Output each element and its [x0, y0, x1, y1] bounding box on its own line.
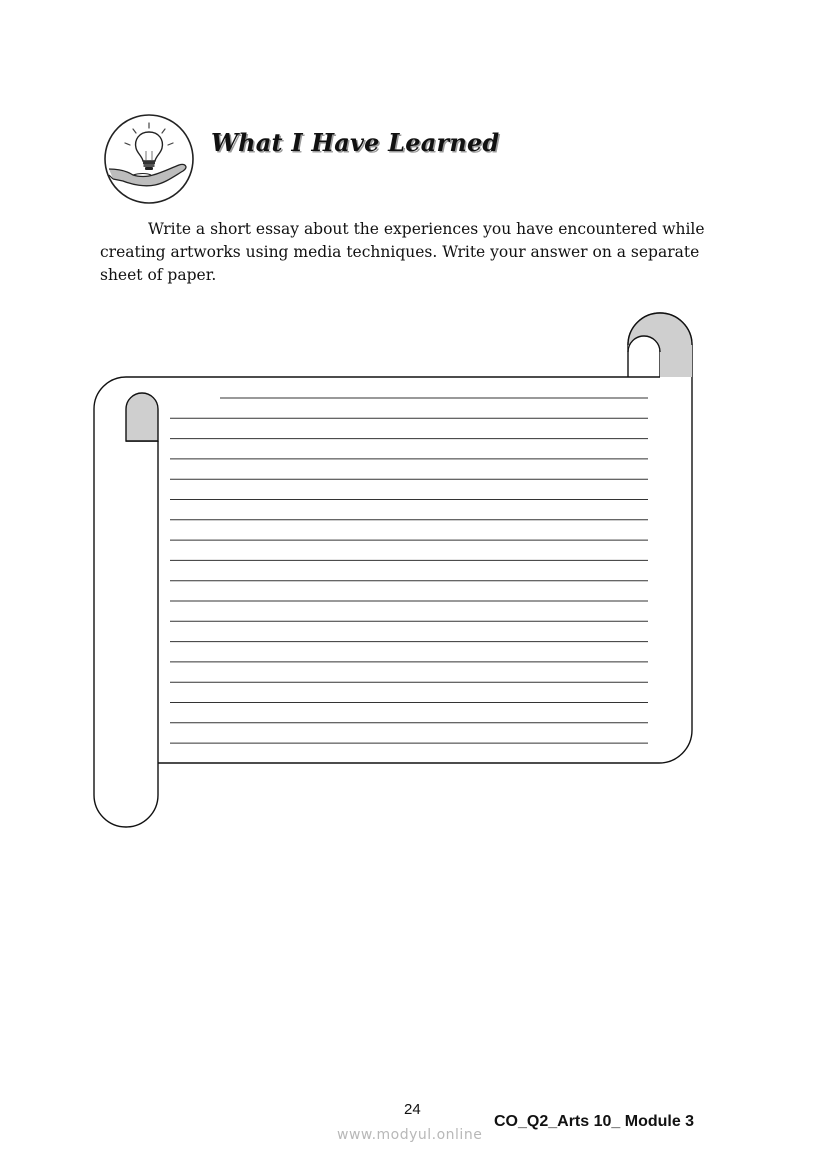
section-title: What I Have Learned — [211, 128, 500, 157]
watermark: www.modyul.online — [337, 1127, 483, 1143]
page-number: 24 — [404, 1101, 421, 1118]
instructions-text: Write a short essay about the experiences you have encountered while creating artworks using media techniques. Write your answer on a separate sheet of paper. — [100, 220, 705, 284]
module-code: CO_Q2_Arts 10_ Module 3 — [494, 1113, 695, 1130]
